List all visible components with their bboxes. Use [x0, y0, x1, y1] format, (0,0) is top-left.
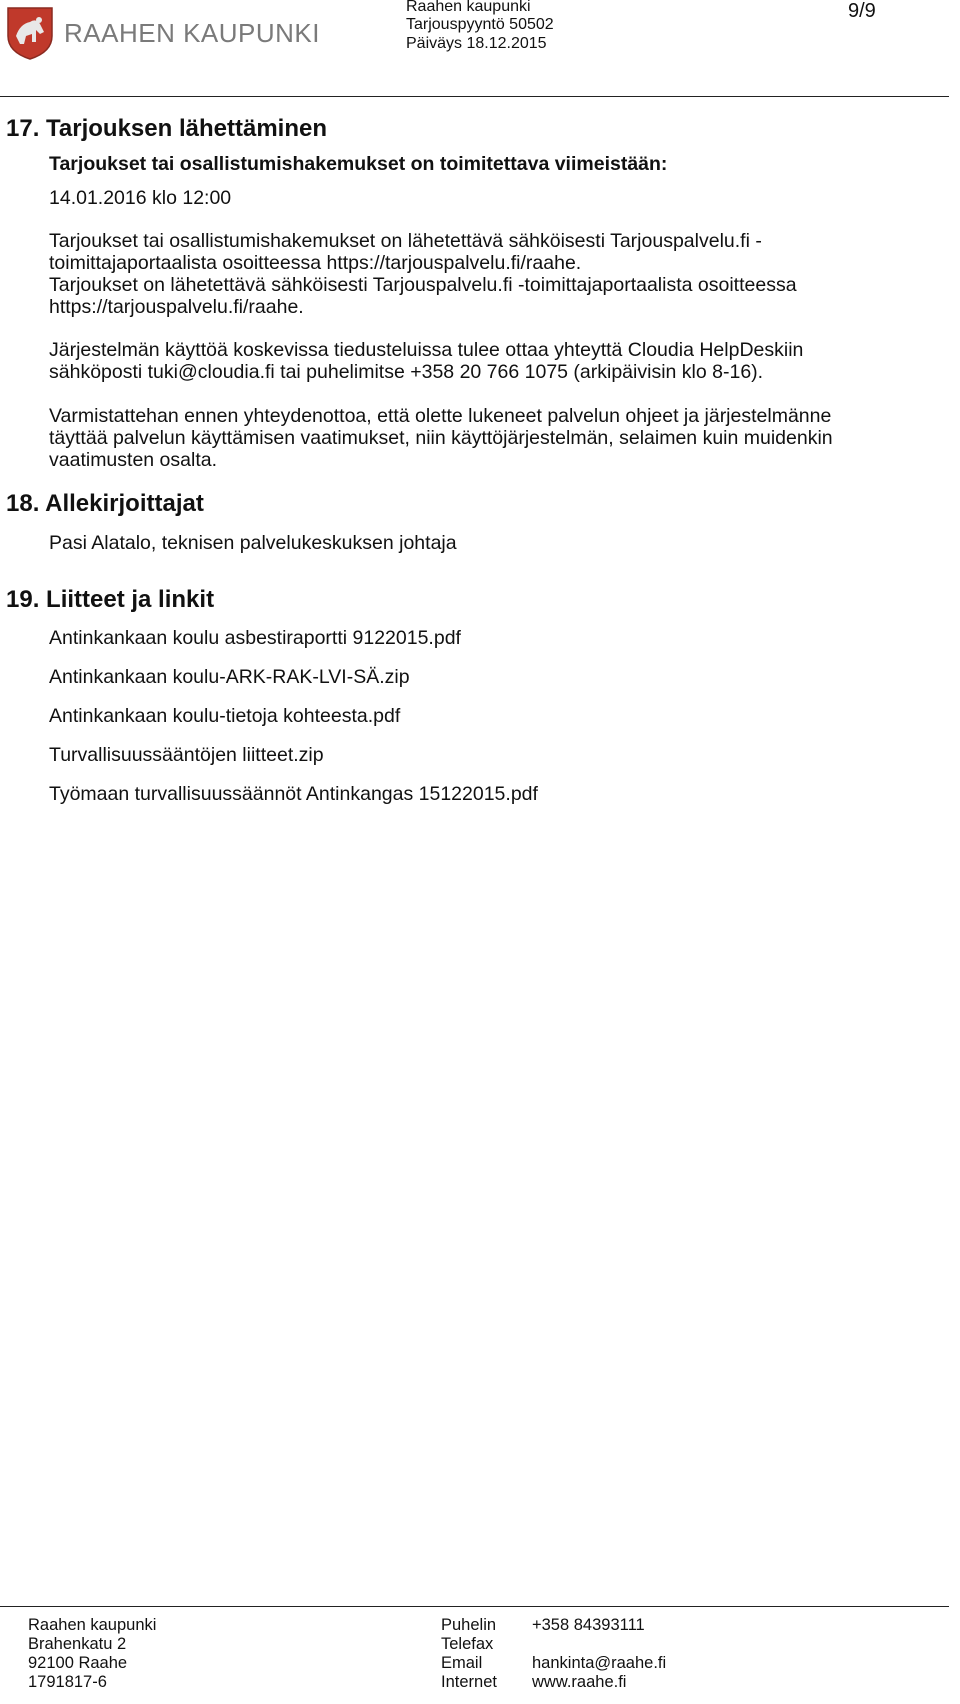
attachment-link[interactable]: Antinkankaan koulu-tietoja kohteesta.pdf [49, 705, 401, 727]
footer-organization: Raahen kaupunki [28, 1616, 157, 1634]
attachment-link[interactable]: Turvallisuussääntöjen liitteet.zip [49, 744, 324, 766]
footer-street: Brahenkatu 2 [28, 1635, 127, 1653]
coat-of-arms-icon [6, 6, 54, 60]
footer-business-id: 1791817-6 [28, 1673, 107, 1691]
header-date: Päiväys 18.12.2015 [406, 35, 547, 52]
requirements-line-2: täyttää palvelun käyttämisen vaatimukset, niin käyttöjärjestelmän, selaimen kuin muidenkin [49, 427, 833, 449]
deadline-value: 14.01.2016 klo 12:00 [49, 187, 232, 209]
deadline-label: Tarjoukset tai osallistumishakemukset on toimitettava viimeistään: [49, 153, 668, 175]
submission-line-4: https://tarjouspalvelu.fi/raahe. [49, 296, 304, 318]
footer-postal: 92100 Raahe [28, 1654, 128, 1672]
footer-phone: +358 84393111 [532, 1616, 645, 1634]
attachment-link[interactable]: Antinkankaan koulu asbestiraportti 9122015.pdf [49, 627, 461, 649]
logo-wordmark: RAAHEN KAUPUNKI [64, 18, 320, 48]
signer: Pasi Alatalo, teknisen palvelukeskuksen johtaja [49, 532, 457, 554]
footer-email[interactable]: hankinta@raahe.fi [532, 1654, 667, 1672]
header-reference: Tarjouspyyntö 50502 [406, 16, 554, 33]
section-17-heading: 17. Tarjouksen lähettäminen [6, 115, 327, 142]
attachment-link[interactable]: Työmaan turvallisuussäännöt Antinkangas 15122015.pdf [49, 783, 538, 805]
header-divider [0, 96, 949, 97]
page-number: 9/9 [848, 0, 876, 22]
section-18-heading: 18. Allekirjoittajat [6, 490, 204, 517]
submission-line-3: Tarjoukset on lähetettävä sähköisesti Tarjouspalvelu.fi -toimittajaportaalista osoitteessa [49, 274, 797, 296]
footer-email-label: Email [441, 1654, 483, 1672]
footer-fax-label: Telefax [441, 1635, 494, 1653]
submission-line-2: toimittajaportaalista osoitteessa https://tarjouspalvelu.fi/raahe. [49, 252, 582, 274]
header-organization: Raahen kaupunki [406, 0, 531, 15]
footer-divider [0, 1606, 949, 1607]
helpdesk-line-1: Järjestelmän käyttöä koskevissa tiedusteluissa tulee ottaa yhteyttä Cloudia HelpDeskiin [49, 339, 804, 361]
footer-web-label: Internet [441, 1673, 497, 1691]
city-logo [6, 6, 320, 60]
requirements-line-1: Varmistattehan ennen yhteydenottoa, että olette lukeneet palvelun ohjeet ja järjestelmänne [49, 405, 832, 427]
attachment-link[interactable]: Antinkankaan koulu-ARK-RAK-LVI-SÄ.zip [49, 666, 410, 688]
submission-line-1: Tarjoukset tai osallistumishakemukset on lähetettävä sähköisesti Tarjouspalvelu.fi - [49, 230, 762, 252]
section-19-heading: 19. Liitteet ja linkit [6, 586, 215, 613]
footer-phone-label: Puhelin [441, 1616, 497, 1634]
helpdesk-line-2: sähköposti tuki@cloudia.fi tai puhelimitse +358 20 766 1075 (arkipäivisin klo 8-16). [49, 361, 764, 383]
requirements-line-3: vaatimusten osalta. [49, 449, 218, 471]
footer-web[interactable]: www.raahe.fi [532, 1673, 627, 1691]
